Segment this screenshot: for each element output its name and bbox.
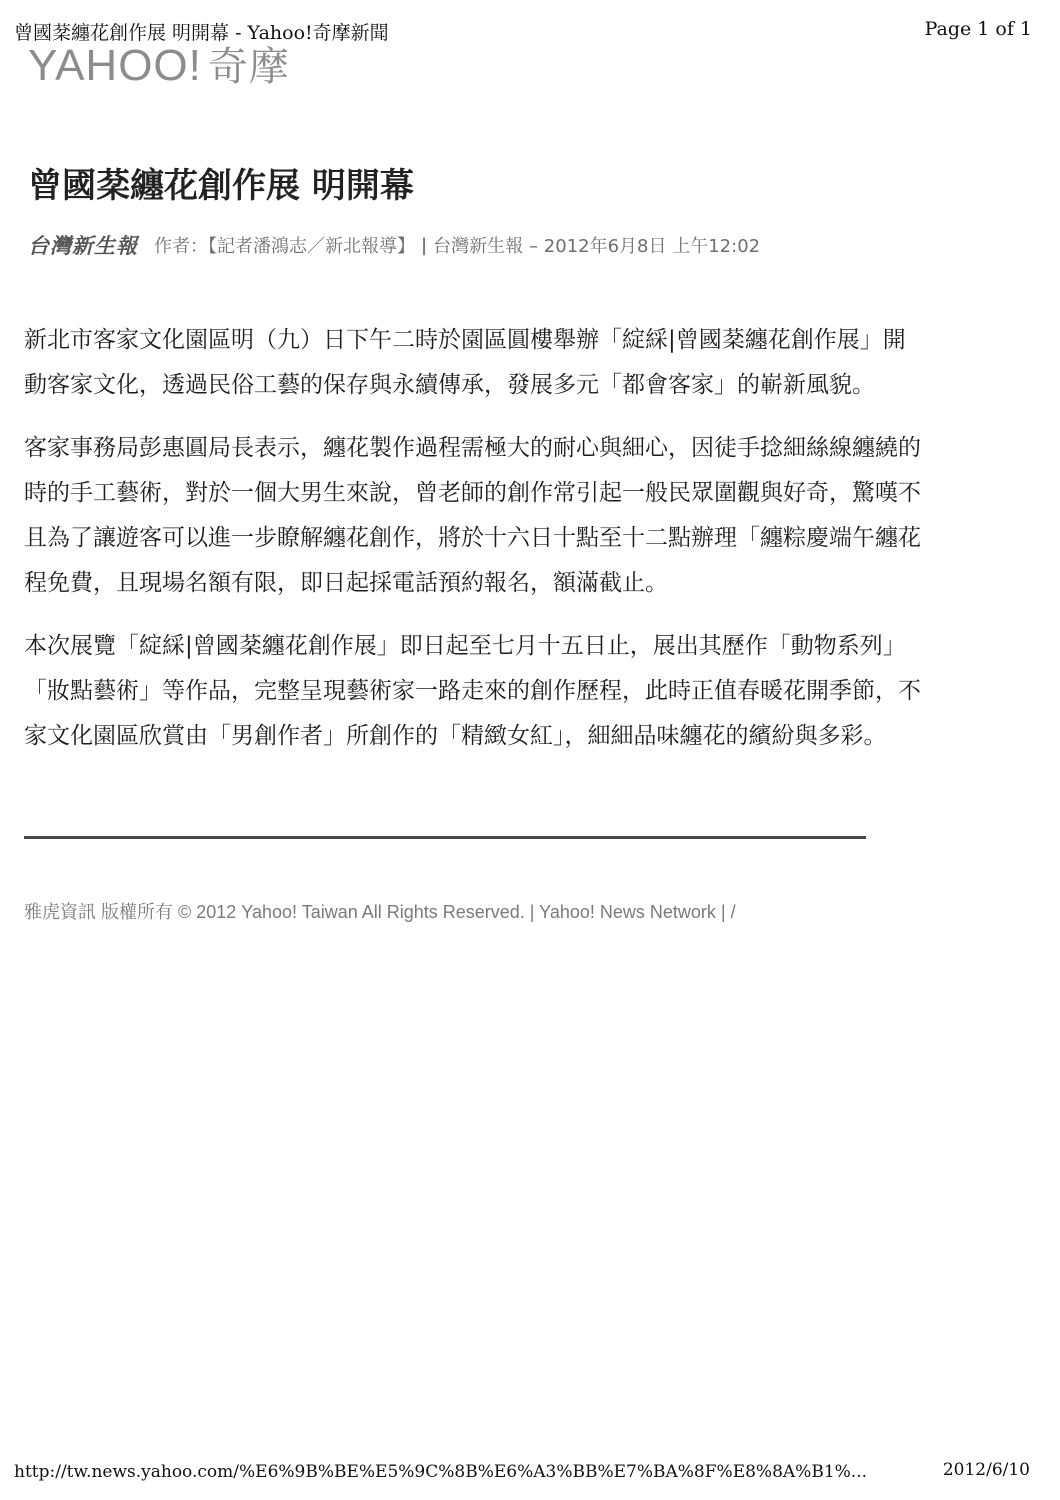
byline-author: 作者：【記者潘鴻志／新北報導】 xyxy=(154,236,415,257)
paragraph-line: 且為了讓遊客可以進一步瞭解纏花創作，將於十六日十點至十二點辦理「纏粽慶端午纏花 xyxy=(24,525,921,551)
paragraph-line: 「妝點藝術」等作品，完整呈現藝術家一路走來的創作歷程，此時正值春暖花開季節，不 xyxy=(24,678,921,704)
article-paragraph-3 xyxy=(24,624,1060,759)
byline-source: 台灣新生報 xyxy=(433,236,524,257)
byline-date: – 2012年6月8日 上午12:02 xyxy=(529,236,761,257)
article-title: 曾國棻纏花創作展 明開幕 xyxy=(28,166,414,206)
print-footer-date: 2012/6/10 xyxy=(942,1460,1030,1480)
paragraph-line: 新北市客家文化園區明（九）日下午二時於園區圓樓舉辦「綻綵|曾國棻纏花創作展」開 xyxy=(24,327,906,353)
paragraph-line: 動客家文化，透過民俗工藝的保存與永續傳承，發展多元「都會客家」的嶄新風貌。 xyxy=(24,372,875,398)
byline-separator: | xyxy=(421,234,428,256)
article-byline xyxy=(28,230,760,260)
paragraph-line: 客家事務局彭惠圓局長表示，纏花製作過程需極大的耐心與細心，因徒手捻細絲線纏繞的 xyxy=(24,435,921,461)
newspaper-logo: 台灣新生報 xyxy=(28,233,138,258)
yahoo-logo[interactable] xyxy=(28,41,290,90)
print-footer-url: http://tw.news.yahoo.com/%E6%9B%BE%E5%9C%8B%E6%A3%BB%E7%BA%8F%E8%8A%B1%... xyxy=(14,1462,867,1482)
article-paragraph-2 xyxy=(24,426,1060,606)
print-header-title: 曾國棻纏花創作展 明開幕 - Yahoo!奇摩新聞 xyxy=(14,22,389,44)
copyright-footer: 雅虎資訊 版權所有 © 2012 Yahoo! Taiwan All Rights Reserved. | Yahoo! News Network | / xyxy=(24,902,736,922)
article-body xyxy=(24,318,1060,777)
article-paragraph-1 xyxy=(24,318,1060,408)
print-header-page-number: Page 1 of 1 xyxy=(924,18,1032,40)
paragraph-line: 本次展覽「綻綵|曾國棻纏花創作展」即日起至七月十五日止，展出其歷作「動物系列」 xyxy=(24,633,906,659)
logo-latin-text: YAHOO! xyxy=(28,41,202,90)
paragraph-line: 程免費，且現場名額有限，即日起採電話預約報名，額滿截止。 xyxy=(24,570,668,596)
logo-chinese-text: 奇摩 xyxy=(207,44,290,90)
paragraph-line: 時的手工藝術，對於一個大男生來說，曾老師的創作常引起一般民眾圍觀與好奇，驚嘆不 xyxy=(24,480,921,506)
article-divider xyxy=(24,836,866,839)
paragraph-line: 家文化園區欣賞由「男創作者」所創作的「精緻女紅」，細細品味纏花的繽紛與多彩。 xyxy=(24,723,887,749)
